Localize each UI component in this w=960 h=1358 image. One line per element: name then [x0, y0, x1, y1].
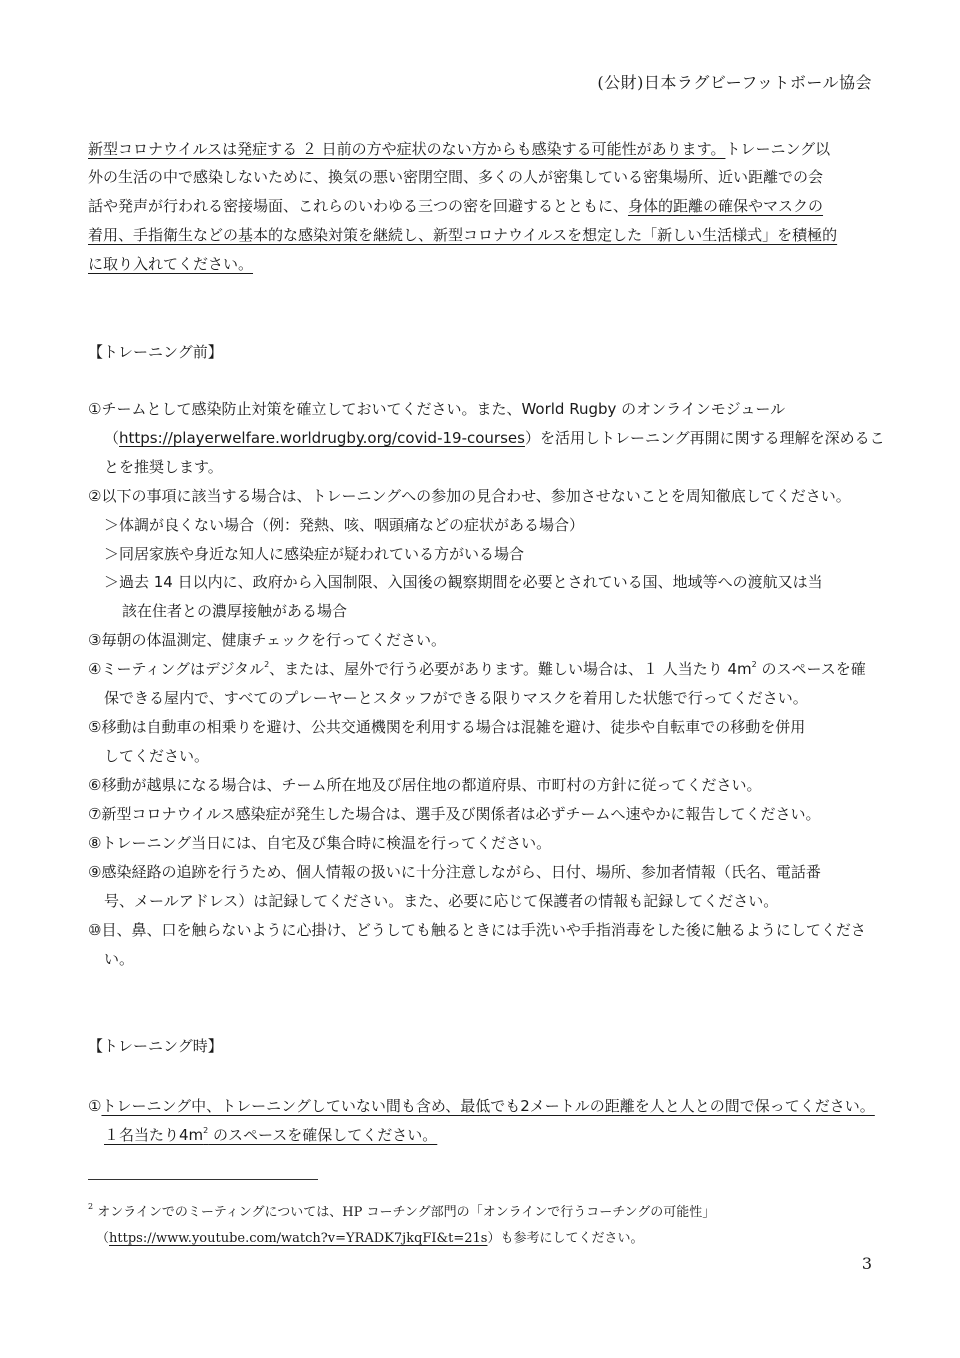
intro-line-1-underlined: 新型コロナウイルスは発症する ２ 日前の方や症状のない方からも感染する可能性があります。 — [88, 140, 726, 158]
footnote-line-1 — [88, 1201, 715, 1220]
during-item-1-line-2-a: １名当たり4m — [104, 1126, 204, 1144]
before-item-10-line-2: い。 — [104, 950, 135, 968]
intro-line-3 — [88, 195, 823, 216]
before-item-2-sub-3-line-1: ＞過去 14 日以内に、政府から入国制限、入国後の観察期間を必要とされている国、地域等への渡航又は当 — [104, 573, 823, 591]
before-item-2-line-1: ②以下の事項に該当する場合は、トレーニングへの参加の見合わせ、参加させないことを周知徹底してください。 — [88, 487, 851, 505]
superscript-squared: 2 — [203, 1126, 209, 1135]
before-item-7: ⑦新型コロナウイルス感染症が発生した場合は、選手及び関係者は必ずチームへ速やかに報告してください。 — [88, 805, 821, 823]
footnote-line-2-rest: ）も参考にしてください。 — [487, 1231, 644, 1246]
page-number: 3 — [861, 1254, 872, 1273]
intro-line-2: 外の生活の中で感染しないために、換気の悪い密閉空間、多くの人が密集している密集場所、近い距離での会 — [88, 168, 824, 186]
intro-line-3-head: 話や発声が行われる密接場面、これらのいわゆる三つの密を回避するとともに、 — [88, 197, 629, 215]
before-item-5-line-1: ⑤移動は自動車の相乗りを避け、公共交通機関を利用する場合は混雑を避け、徒歩や自転車での移動を併用 — [88, 718, 806, 736]
during-item-1-line-2 — [104, 1124, 437, 1145]
before-item-5-line-2: してください。 — [104, 747, 210, 765]
during-item-1-line-2-b: のスペースを確保してください。 — [208, 1126, 438, 1144]
section-heading-before-training: 【トレーニング前】 — [88, 343, 223, 361]
before-item-4-part-a: ④ミーティングはデジタル — [88, 660, 265, 678]
before-item-1-line-2-rest: ）を活用しトレーニング再開に関する理解を深めるこ — [524, 429, 885, 447]
before-item-10-line-1: ⑩目、鼻、口を触らないように心掛け、どうしても触るときには手洗いや手指消毒をした後に触るようにしてくださ — [88, 921, 866, 939]
before-item-9-line-2: 号、メールアドレス）は記録してください。また、必要に応じて保護者の情報も記録してください。 — [104, 892, 779, 910]
intro-line-3-underlined: 身体的距離の確保やマスクの — [628, 197, 824, 215]
organization-header: (公財)日本ラグビーフットボール協会 — [597, 73, 872, 92]
footnote-mark: 2 — [88, 1202, 94, 1211]
before-item-1-line-3: とを推奨します。 — [104, 458, 223, 476]
intro-line-5: に取り入れてください。 — [88, 255, 254, 273]
footnote-line-2 — [96, 1227, 643, 1246]
before-item-3: ③毎朝の体温測定、健康チェックを行ってください。 — [88, 631, 446, 649]
before-item-6: ⑥移動が越県になる場合は、チーム所在地及び居住地の都道府県、市町村の方針に従ってください。 — [88, 776, 762, 794]
before-item-2-sub-3-line-2: 該在住者との濃厚接触がある場合 — [122, 602, 348, 620]
youtube-link[interactable]: https://www.youtube.com/watch?v=YRADK7jkqFI&t=21s — [109, 1231, 488, 1246]
during-item-1-line-1 — [88, 1095, 875, 1116]
superscript-squared: 2 — [751, 660, 757, 669]
before-item-4-line-1 — [88, 658, 866, 679]
before-item-4-part-b: 、または、屋外で行う必要があります。難しい場合は、１ 人当たり 4m — [269, 660, 752, 678]
before-item-4-line-2: 保できる屋内で、すべてのプレーヤーとスタッフができる限りマスクを着用した状態で行ってください。 — [104, 689, 808, 707]
intro-line-1-tail: トレーニング以 — [725, 140, 831, 158]
before-item-2-sub-1: ＞体調が良くない場合（例：発熱、咳、咽頭痛などの症状がある場合） — [104, 516, 585, 534]
intro-line-1 — [88, 138, 830, 159]
before-item-4-part-c: のスペースを確 — [756, 660, 866, 678]
intro-line-4: 着用、手指衛生などの基本的な感染対策を継続し、新型コロナウイルスを想定した「新しい生活様式」を積極的 — [88, 226, 838, 244]
footnote-text: オンラインでのミーティングについては、HP コーチング部門の「オンラインで行うコーチングの可能性」 — [97, 1205, 716, 1220]
footnote-separator — [88, 1179, 318, 1180]
during-item-1-text: トレーニング中、トレーニングしていない間も含め、最低でも2メートルの距離を人と人との間で保ってください。 — [101, 1097, 875, 1115]
during-item-1-number: ① — [88, 1097, 102, 1115]
before-item-1-line-2 — [104, 427, 885, 448]
paren-open: （ — [104, 429, 120, 447]
paren-open: （ — [96, 1231, 110, 1246]
before-item-1-line-1: ①チームとして感染防止対策を確立しておいてください。また、World Rugby のオンラインモジュール — [88, 400, 786, 418]
world-rugby-course-link[interactable]: https://playerwelfare.worldrugby.org/covid-19-courses — [119, 429, 525, 447]
before-item-2-sub-2: ＞同居家族や身近な知人に感染症が疑われている方がいる場合 — [104, 545, 525, 563]
before-item-9-line-1: ⑨感染経路の追跡を行うため、個人情報の扱いに十分注意しながら、日付、場所、参加者情報（氏名、電話番 — [88, 863, 821, 881]
section-heading-during-training: 【トレーニング時】 — [88, 1037, 223, 1055]
footnote-ref: 2 — [264, 660, 270, 669]
before-item-8: ⑧トレーニング当日には、自宅及び集合時に検温を行ってください。 — [88, 834, 552, 852]
